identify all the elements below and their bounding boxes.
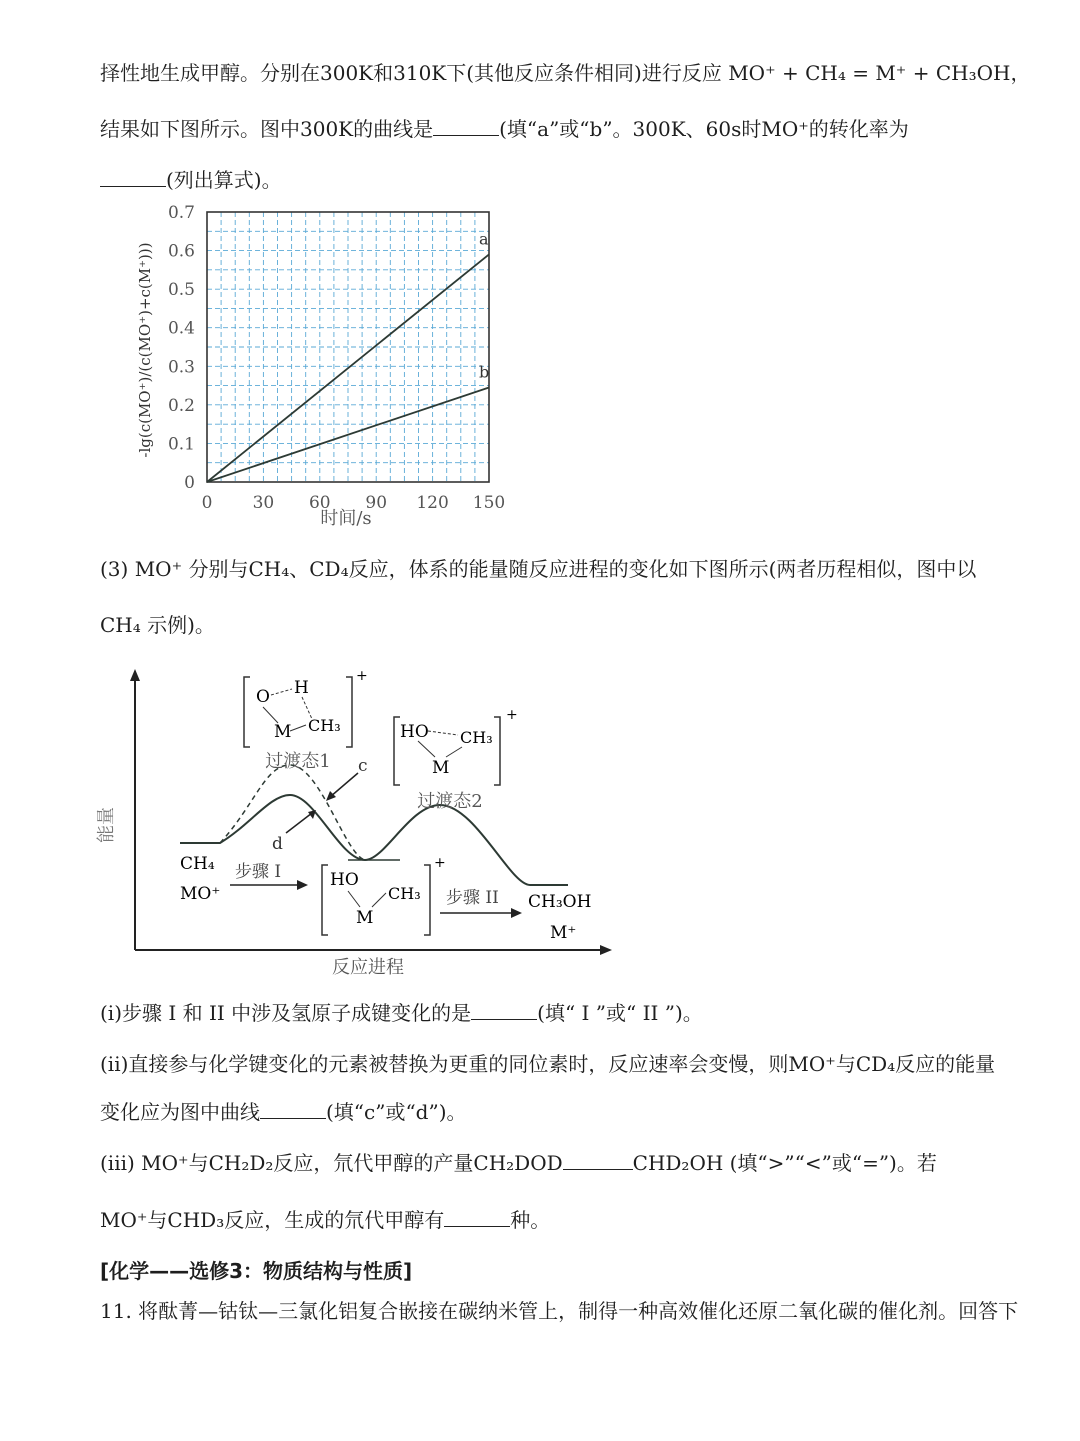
ts2-charge: +	[506, 707, 518, 723]
int-metal: M	[356, 908, 374, 928]
ts2-hydroxyl: HO	[400, 722, 429, 742]
series-label-a: a	[479, 229, 489, 249]
int-om-bond	[348, 891, 360, 907]
section-heading: [化学——选修3：物质结构与性质]	[100, 1259, 413, 1283]
answer-blank-i[interactable]	[471, 1001, 537, 1020]
intro-text-3: (列出算式)。	[166, 168, 282, 192]
ts2-om-bond	[418, 741, 435, 757]
intro-text-2a: 结果如下图所示。图中300K的曲线是	[100, 117, 434, 141]
question-ii-line-2	[100, 1099, 467, 1125]
ts1-methyl: CH₃	[308, 716, 341, 735]
chart-ticks	[168, 203, 505, 513]
reactant-mo: MO⁺	[180, 884, 221, 904]
series-line-b	[207, 388, 489, 483]
curve-d-label: d	[272, 834, 283, 854]
intro-line-1: 择性地生成甲醇。分别在300K和310K下(其他反应条件相同)进行反应 MO⁺ + CH₄ = M⁺ + CH₃OH，	[100, 61, 1031, 85]
step2-arrow-icon	[511, 908, 522, 918]
ts1-hydrogen: H	[294, 678, 309, 698]
curve-d-pointer	[286, 813, 312, 833]
x-tick-label: 150	[472, 493, 506, 513]
answer-blank-ii[interactable]	[260, 1100, 326, 1119]
x-tick-label: 60	[308, 493, 331, 513]
y-tick-label: 0.3	[167, 357, 195, 378]
ts2-mc-bond	[446, 747, 462, 757]
x-tick-label: 90	[365, 493, 388, 513]
int-charge: +	[434, 855, 446, 871]
progress-axis-label: 反应进程	[332, 957, 404, 978]
answer-blank-curve[interactable]	[433, 117, 499, 136]
step2-label: 步骤 II	[446, 888, 499, 908]
curve-c-label: c	[358, 756, 368, 776]
ts1-bracket-left	[244, 677, 250, 747]
question-iii-text-c: MO⁺与CHD₃反应，生成的氘代甲醇有	[100, 1208, 445, 1232]
int-bracket-right	[424, 865, 430, 935]
answer-blank-iii-count[interactable]	[444, 1208, 510, 1227]
y-tick-label: 0.4	[167, 318, 195, 339]
ts1-charge: +	[356, 668, 368, 684]
question-iii-text-d: 种。	[510, 1208, 551, 1232]
x-arrow-icon	[600, 945, 612, 955]
ts1-metal: M	[274, 722, 292, 742]
ts1-om-bond	[263, 707, 278, 723]
intro-text-2b: (填“a”或“b”。300K、60s时MO⁺的转化率为	[499, 117, 909, 141]
question-iii-line-1	[100, 1150, 937, 1176]
question-ii-hint: (填“c”或“d”)。	[326, 1100, 467, 1124]
question-i-hint: (填“ I ”或“ II ”)。	[537, 1001, 703, 1025]
ts2-bracket-right	[494, 717, 500, 785]
y-tick-label: 0.2	[167, 395, 195, 416]
question-11: 11. 将酞菁—钴钛—三氯化铝复合嵌接在碳纳米管上，制得一种高效催化还原二氧化碳的催化剂。回答下	[100, 1299, 1019, 1323]
question-ii-text: 变化应为图中曲线	[100, 1100, 260, 1124]
ts1-oh-bond	[271, 689, 292, 695]
product-m: M⁺	[550, 923, 577, 943]
answer-blank-iii-compare[interactable]	[563, 1151, 633, 1170]
intro-line-2	[100, 116, 909, 142]
x-tick-label: 30	[252, 493, 275, 513]
question-iii-line-2	[100, 1207, 550, 1233]
question-iii-text-a: (iii) MO⁺与CH₂D₂反应，氘代甲醇的产量CH₂DOD	[100, 1151, 563, 1175]
ts2-oc-bond	[428, 731, 458, 735]
reactant-ch4: CH₄	[180, 854, 215, 874]
answer-blank-conversion[interactable]	[100, 168, 166, 187]
y-tick-label: 0.7	[167, 203, 195, 223]
ts1-oxygen: O	[256, 687, 270, 707]
y-arrow-icon	[130, 669, 140, 681]
question-iii-text-b: CHD₂OH (填“>”“<”或“=”)。若	[632, 1151, 937, 1175]
q3-line-1: (3) MO⁺ 分别与CH₄、CD₄反应，体系的能量随反应进程的变化如下图所示(两者历程相似，图中以	[100, 557, 977, 581]
ts1-mc-bond	[290, 725, 306, 731]
product-methanol: CH₃OH	[528, 892, 592, 912]
ts2-label: 过渡态2	[417, 791, 483, 812]
int-hydroxyl: HO	[330, 870, 359, 890]
energy-axis-label: 能量	[96, 807, 117, 843]
y-axis-label: -lg(c(MO⁺)/(c(MO⁺)+c(M⁺)))	[136, 242, 154, 458]
int-bracket-left	[322, 865, 328, 935]
question-i-text: (i)步骤 I 和 II 中涉及氢原子成键变化的是	[100, 1001, 472, 1025]
step1-arrow-icon	[297, 880, 308, 890]
ts2-metal: M	[432, 758, 450, 778]
question-i	[100, 1000, 703, 1026]
y-tick-label: 0.6	[167, 241, 195, 262]
conversion-line-chart	[100, 200, 530, 540]
ts1-bracket-right	[346, 677, 352, 747]
question-ii-line-1: (ii)直接参与化学键变化的元素被替换为更重的同位素时，反应速率会变慢，则MO⁺与CD₄反应的能量	[100, 1052, 996, 1076]
intro-line-3	[100, 167, 282, 193]
curve-c-pointer	[330, 773, 358, 797]
series-label-b: b	[479, 362, 490, 382]
y-tick-label: 0	[184, 473, 195, 493]
int-mc-bond	[372, 893, 386, 907]
x-tick-label: 0	[201, 493, 213, 513]
ts1-label: 过渡态1	[265, 751, 331, 772]
y-tick-label: 0.5	[167, 280, 195, 301]
chart-grid	[207, 212, 489, 482]
x-tick-label: 120	[416, 493, 449, 513]
step1-label: 步骤 I	[235, 862, 282, 882]
ts2-methyl: CH₃	[460, 728, 493, 747]
y-tick-label: 0.1	[167, 434, 195, 455]
int-methyl: CH₃	[388, 884, 421, 903]
x-axis-label: 时间/s	[320, 508, 372, 529]
energy-diagram	[90, 655, 630, 985]
q3-line-2: CH₄ 示例)。	[100, 613, 215, 637]
